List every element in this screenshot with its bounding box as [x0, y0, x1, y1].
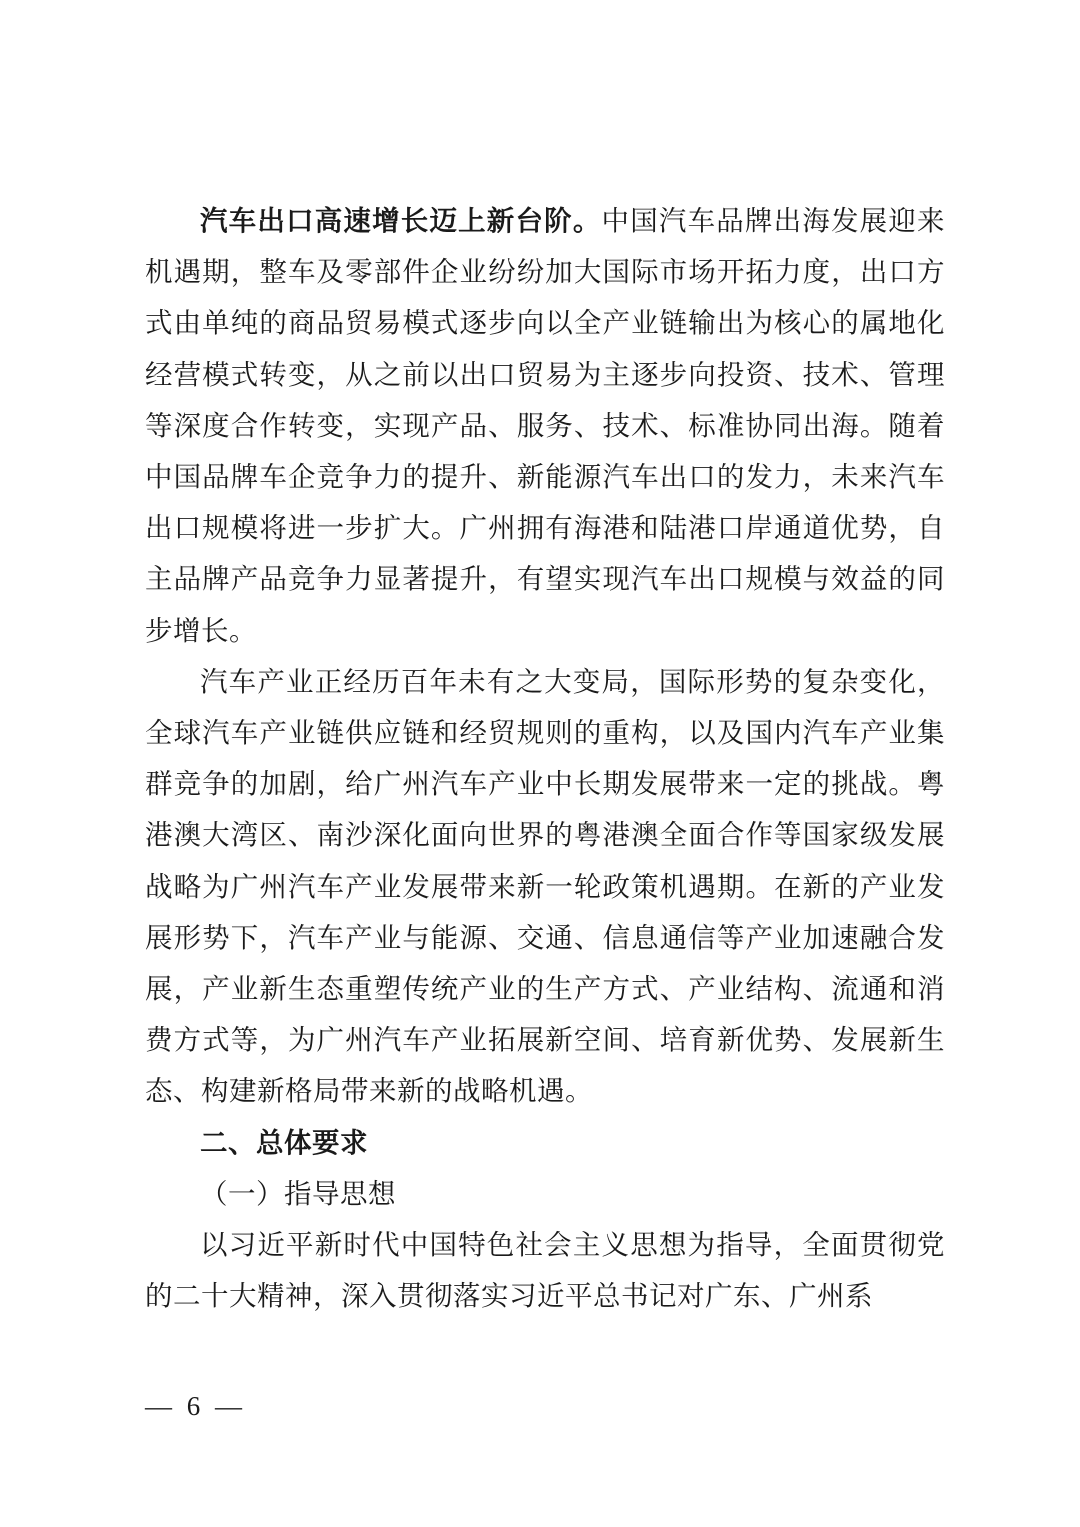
- paragraph-lead-title: 汽车出口高速增长迈上新台阶。: [200, 205, 602, 237]
- paragraph-auto-export: [145, 196, 945, 657]
- paragraph-guiding-thought: 以习近平新时代中国特色社会主义思想为指导，全面贯彻党的二十大精神，深入贯彻落实习近平总书记对广东、广州系: [145, 1229, 945, 1313]
- subsection-heading: （一）指导思想: [200, 1177, 396, 1210]
- page-number: — 6 —: [145, 1391, 246, 1421]
- document-body: [145, 196, 945, 1322]
- section-heading: 二、总体要求: [200, 1126, 368, 1159]
- paragraph-industry-change: 汽车产业正经历百年未有之大变局，国际形势的复杂变化，全球汽车产业链供应链和经贸规则的重构，以及国内汽车产业集群竞争的加剧，给广州汽车产业中长期发展带来一定的挑战。粤港澳大湾区、南沙深化面向世界的粤港澳全面合作等国家级发展战略为广州汽车产业发展带来新一轮政策机遇期。在新的产业发展形势下，汽车产业与能源、交通、信息通信等产业加速融合发展，产业新生态重塑传统产业的生产方式、产业结构、流通和消费方式等，为广州汽车产业拓展新空间、培育新优势、发展新生态、构建新格局带来新的战略机遇。: [145, 665, 945, 1108]
- paragraph-body-text: 中国汽车品牌出海发展迎来机遇期，整车及零部件企业纷纷加大国际市场开拓力度，出口方式由单纯的商品贸易模式逐步向以全产业链输出为核心的属地化经营模式转变，从之前以出口贸易为主逐步向投资、技术、管理等深度合作转变，实现产品、服务、技术、标准协同出海。随着中国品牌车企竞争力的提升、新能源汽车出口的发力，未来汽车出口规模将进一步扩大。广州拥有海港和陆港口岸通道优势，自主品牌产品竞争力显著提升，有望实现汽车出口规模与效益的同步增长。: [145, 205, 946, 647]
